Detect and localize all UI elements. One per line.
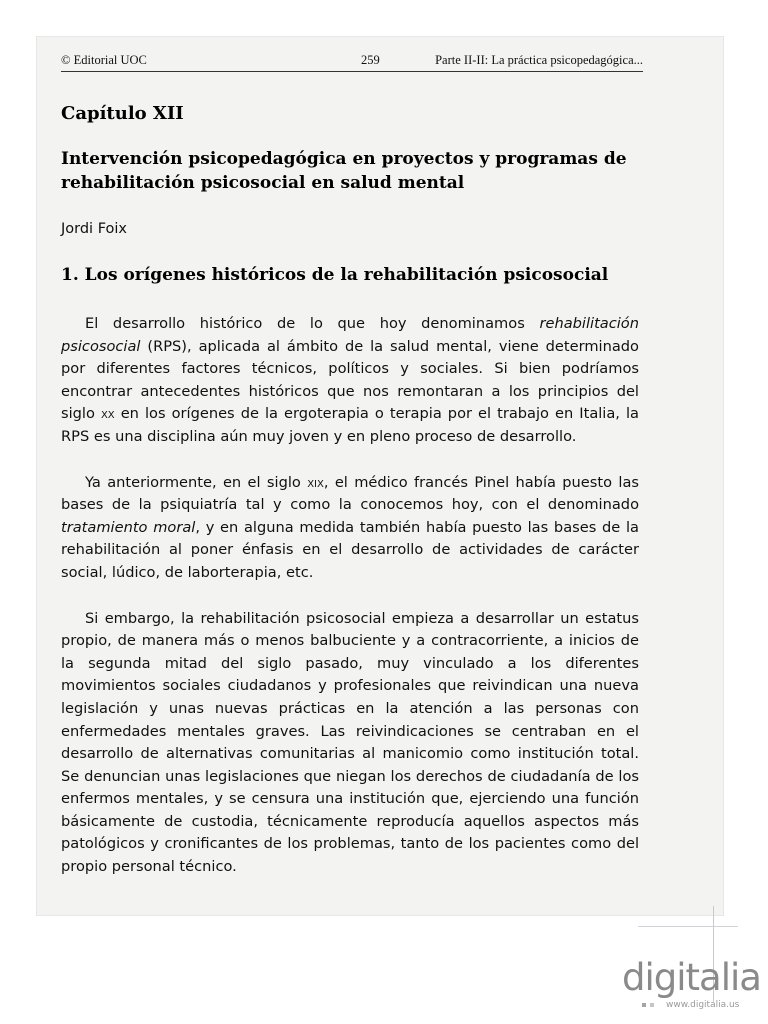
body-text: [61, 313, 639, 902]
watermark-horizontal-rule: [638, 926, 738, 927]
section-heading: 1. Los orígenes históricos de la rehabilitación psicosocial: [61, 265, 609, 285]
page-number: 259: [361, 53, 380, 67]
publisher-label: © Editorial UOC: [61, 53, 147, 67]
running-header: [61, 51, 643, 72]
paragraph-1: El desarrollo histórico de lo que hoy denominamos rehabilitación psicosocial (RPS), aplicada al ámbito de la salud mental, viene determinado por diferentes factores técnicos, políticos y sociales. Si bien podríamos encontrar antecedentes históricos que nos remontaran a los principios del siglo xx en los orígenes de la ergoterapia o terapia por el trabajo en Italia, la RPS es una disciplina aún muy joven y en pleno proceso de desarrollo.: [61, 315, 639, 445]
watermark-brand: digitalia: [622, 956, 761, 999]
watermark-square-icon: [642, 1003, 646, 1007]
chapter-label: Capítulo XII: [61, 103, 184, 124]
part-title: Parte II-II: La práctica psicopedagógica...: [435, 53, 643, 67]
digitalia-watermark: [618, 906, 761, 1016]
author-name: Jordi Foix: [61, 221, 128, 237]
chapter-title: Intervención psicopedagógica en proyectos y programas de rehabilitación psicosocial en salud mental: [61, 149, 627, 193]
paragraph-2: Ya anteriormente, en el siglo xix, el médico francés Pinel había puesto las bases de la psiquiatría tal y como la conocemos hoy, con el denominado tratamiento moral, y en alguna medida también había puesto las bases de la rehabilitación al poner énfasis en el desarrollo de actividades de carácter social, lúdico, de laborterapia, etc.: [61, 473, 639, 581]
scanned-page: [36, 36, 724, 916]
paragraph-3: Si embargo, la rehabilitación psicosocial empieza a desarrollar un estatus propio, de manera más o menos balbuciente y a contracorriente, a inicios de la segunda mitad del siglo pasado, muy vinculado a los diferentes movimientos sociales ciudadanos y profesionales que reivindican una nueva legislación y unas nuevas prácticas en la atención a las personas con enfermedades mentales graves. Las reivindicaciones se centraban en el desarrollo de alternativas comunitarias al manicomio como institución total. Se denuncian unas legislaciones que niegan los derechos de ciudadanía de los enfermos mentales, y se censura una institución que, ejerciendo una función básicamente de custodia, técnicamente reproducía aquellos aspectos más patológicos y cronificantes de los problemas, tanto de los pacientes como del propio personal técnico.: [61, 609, 639, 876]
watermark-square-icon: [650, 1003, 654, 1007]
watermark-url: www.digitalia.us: [666, 1000, 740, 1010]
